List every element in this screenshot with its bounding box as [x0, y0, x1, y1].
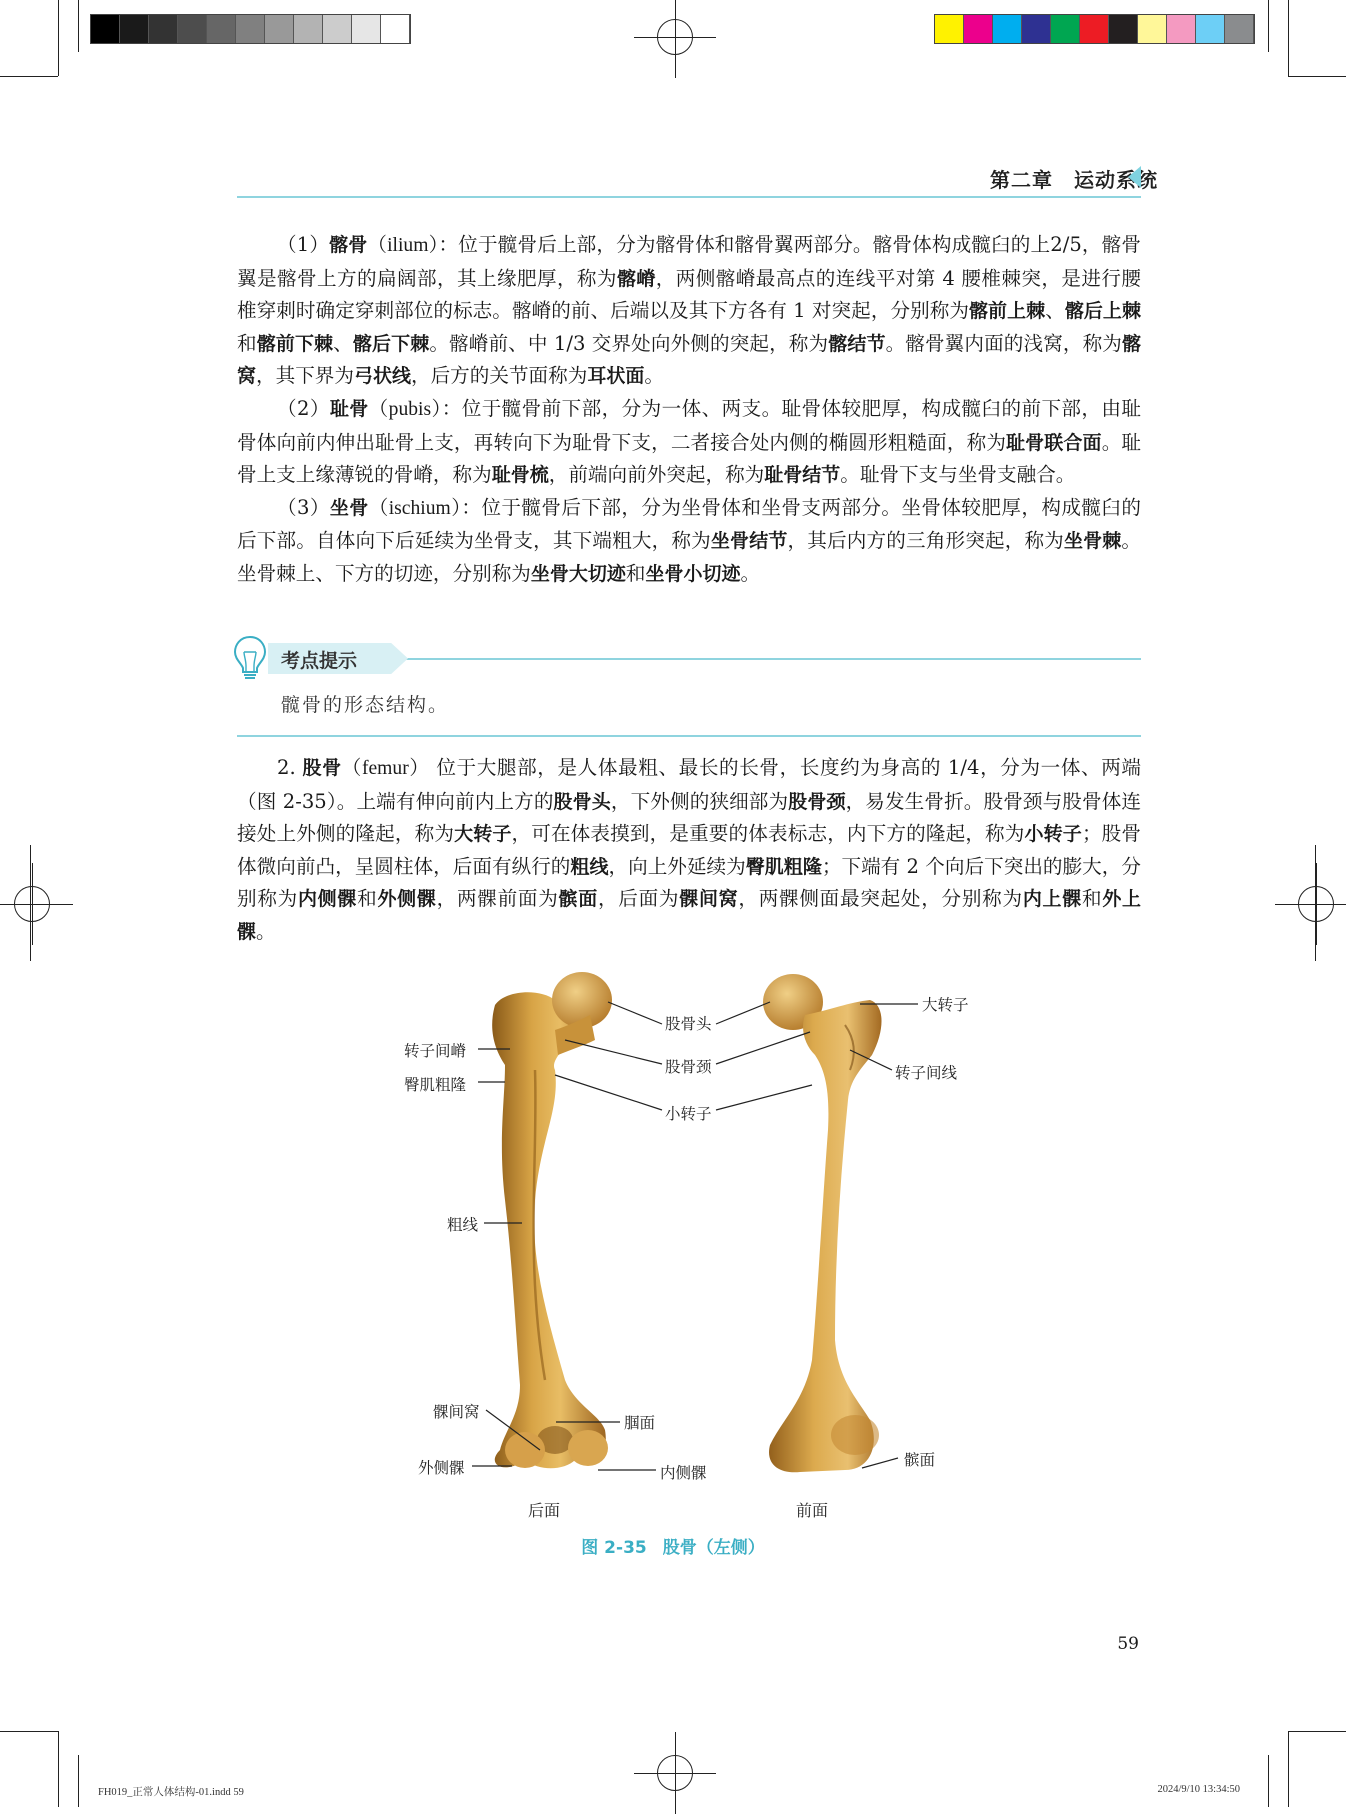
text-run: 。耻骨下支与坐骨支融合。	[840, 463, 1076, 487]
text-run: ） 位于大腿部，是人体最粗、最长的长骨，长度约为身高的 1/4，分为一体、两端（图 2-35）。上端有伸向前内上方的	[237, 756, 1141, 813]
registration-mark-bottom	[657, 1755, 693, 1791]
femur-illustration	[0, 960, 1346, 1500]
figure-caption-number: 图 2-35	[581, 1538, 647, 1558]
label-intertrochanteric-line: 转子间线	[895, 1064, 958, 1082]
bold-term: 臀肌粗隆	[745, 855, 822, 878]
text-run: 。髂嵴前、中 1/3 交界处向外侧的突起，称为	[429, 331, 829, 355]
text-run: ，两髁侧面最突起处，分别称为	[738, 887, 1023, 911]
patellar-surface-shape	[831, 1415, 879, 1455]
label-lateral-condyle: 外侧髁	[418, 1459, 465, 1477]
text-run: ；下端有 2 个向后下突出的膨大，分别称为	[237, 854, 1141, 911]
text-run: 。	[740, 561, 761, 585]
color-swatch	[1138, 15, 1167, 43]
page-number: 59	[1117, 1634, 1139, 1654]
tip-title: 考点提示	[281, 650, 358, 672]
bold-term: 坐骨结节	[710, 530, 788, 553]
label-intertrochanteric-crest: 转子间嵴	[404, 1042, 467, 1060]
bold-term: 内侧髁	[297, 888, 358, 911]
crop-mark	[78, 1755, 79, 1807]
bold-term: 外侧髁	[377, 888, 437, 911]
figure-caption-title: 股骨（左侧）	[662, 1538, 765, 1558]
registration-mark-left	[14, 886, 50, 922]
bold-term: 髂窝	[237, 332, 1142, 388]
paragraph-femur	[237, 752, 1141, 949]
bold-term: 髂骨	[329, 234, 368, 256]
text-run: （3）	[277, 495, 330, 519]
gray-swatch	[265, 15, 294, 43]
gray-swatch	[178, 15, 207, 43]
bold-term: 髂后下棘	[352, 332, 430, 355]
color-swatch	[935, 15, 964, 43]
text-run: ，可在体表摸到，是重要的体表标志，内下方的隆起，称为	[511, 822, 1025, 846]
crop-mark	[1288, 1731, 1346, 1732]
text-run: ，两髁前面为	[436, 887, 559, 911]
bold-term: 坐骨小切迹	[645, 562, 741, 585]
gray-swatch	[381, 15, 410, 43]
figure-caption	[0, 1533, 1346, 1558]
label-femoral-head: 股骨头	[665, 1015, 712, 1033]
text-run: ）：位于髋骨后下部，分为坐骨体和坐骨支两部分。坐骨体较肥厚，构成髋臼的后下部。自体向下后延续为坐骨支，其下端粗大，称为	[237, 495, 1142, 553]
view-anterior-label: 前面	[796, 1501, 829, 1520]
text-run: 。髂骨翼内面的浅窝，称为	[885, 331, 1123, 355]
running-head-arrow-icon	[1128, 166, 1141, 188]
text-run: ，两侧髂嵴最高点的连线平对第 4 腰椎棘突，是进行腰椎穿刺时确定穿刺部位的标志。髂嵴的前、后端以及其下方各有 1 对突起，分别称为	[237, 266, 1141, 323]
text-run: pubis	[388, 398, 432, 420]
femur-posterior-view	[492, 972, 612, 1468]
text-run: ）：位于髋骨后上部，分为髂骨体和髂骨翼两部分。髂骨体构成髋臼的上2/5，髂骨翼是髂骨上方的扁阔部，其上缘肥厚，称为	[237, 233, 1141, 290]
text-run: 。坐骨棘上、下方的切迹，分别称为	[237, 529, 1141, 585]
crop-mark	[58, 0, 59, 76]
bold-term: 股骨	[302, 757, 342, 779]
text-run: （	[368, 495, 389, 519]
text-run: ，后方的关节面称为	[411, 364, 588, 388]
text-run: 、	[333, 331, 353, 355]
footer-timestamp: 2024/9/10 13:34:50	[1157, 1784, 1240, 1795]
bold-term: 耻骨梳	[491, 464, 549, 487]
bold-term: 耻骨联合面	[1006, 431, 1102, 454]
bold-term: 坐骨大切迹	[530, 562, 626, 585]
femur-anterior-view	[763, 974, 882, 1472]
crop-mark	[58, 1731, 59, 1807]
text-run: ，其下界为	[256, 364, 354, 388]
bold-term: 髂后上棘	[1064, 300, 1141, 323]
text-run: 和	[237, 331, 257, 355]
text-run: （	[368, 396, 389, 420]
color-swatch	[964, 15, 993, 43]
text-run: 。	[644, 364, 664, 388]
text-run: ）：位于髋骨前下部，分为一体、两支。耻骨体较肥厚，构成髋臼的前下部，由耻骨体向前内伸出耻骨上支，再转向下为耻骨下支，二者接合处内侧的椭圆形粗糙面，称为	[237, 396, 1142, 454]
text-run: 2.	[277, 756, 303, 779]
crop-mark	[0, 1731, 58, 1732]
lightbulb-icon	[232, 634, 268, 682]
gray-swatch	[120, 15, 149, 43]
tip-content: 髋骨的形态结构。	[281, 694, 450, 716]
body-text-upper	[237, 229, 1141, 591]
tip-bottom-rule	[237, 735, 1141, 737]
bold-term: 粗线	[570, 855, 609, 878]
color-swatch	[1109, 15, 1138, 43]
registration-mark-top	[657, 19, 693, 55]
color-swatch	[993, 15, 1022, 43]
text-run: 和	[357, 887, 378, 911]
text-run: 和	[1081, 887, 1103, 911]
bold-term: 髂前上棘	[969, 300, 1046, 323]
gray-swatch	[352, 15, 381, 43]
bold-term: 耻骨	[329, 397, 369, 420]
bold-term: 股骨头	[553, 790, 611, 813]
bold-term: 大转子	[454, 823, 512, 846]
text-run: ；股骨体微向前凸，呈圆柱体，后面有纵行的	[237, 822, 1141, 878]
label-linea-aspera: 粗线	[447, 1216, 479, 1234]
label-greater-trochanter: 大转子	[922, 996, 969, 1014]
color-swatch	[1167, 15, 1196, 43]
text-run: ，易发生骨折。股骨颈与股骨体连接处上外侧的隆起，称为	[237, 789, 1142, 846]
bold-term: 耳状面	[587, 365, 645, 388]
text-run: ilium	[387, 235, 429, 256]
bold-term: 外上髁	[237, 888, 1142, 943]
crop-mark	[1315, 845, 1316, 961]
footer-filename: FH019_正常人体结构-01.indd 59	[98, 1787, 244, 1798]
bold-term: 髌面	[558, 888, 598, 911]
label-medial-condyle: 内侧髁	[660, 1464, 707, 1482]
bold-term: 髁间窝	[679, 888, 739, 911]
text-run: （2）	[277, 396, 330, 420]
gray-swatch	[236, 15, 265, 43]
text-run: ，前端向前外突起，称为	[548, 463, 765, 487]
gray-swatch	[91, 15, 120, 43]
crop-mark	[1268, 0, 1269, 52]
text-run: 、	[1045, 299, 1065, 323]
crop-mark	[1288, 1731, 1289, 1807]
label-patellar-surface: 髌面	[904, 1451, 936, 1469]
paragraph-ilium	[237, 229, 1141, 393]
color-swatch	[1022, 15, 1051, 43]
crop-mark	[1288, 76, 1346, 77]
color-calibration-strip	[934, 14, 1255, 44]
bold-term: 髂嵴	[616, 267, 656, 290]
text-run: ischium	[388, 497, 451, 519]
tip-rule	[395, 658, 1141, 660]
text-run: ，后面为	[597, 887, 680, 911]
bold-term: 耻骨结节	[764, 464, 841, 487]
text-run: （	[341, 756, 362, 779]
body-text-femur	[237, 752, 1141, 949]
label-gluteal-tuberosity: 臀肌粗隆	[404, 1076, 467, 1094]
bold-term: 小转子	[1024, 823, 1082, 846]
text-run: 和	[625, 561, 646, 585]
text-run: ，向上外延续为	[608, 854, 746, 878]
crop-mark	[78, 0, 79, 52]
color-swatch	[1196, 15, 1225, 43]
bold-term: 髂前下棘	[256, 332, 334, 355]
color-swatch	[1225, 15, 1254, 43]
crop-mark	[30, 845, 31, 961]
color-swatch	[1051, 15, 1080, 43]
bold-term: 内上髁	[1022, 888, 1082, 911]
label-popliteal-surface: 腘面	[624, 1414, 656, 1432]
bold-term: 坐骨	[329, 496, 369, 519]
text-run: （1）	[277, 233, 330, 256]
bold-term: 坐骨棘	[1063, 530, 1122, 553]
label-femoral-neck: 股骨颈	[665, 1058, 712, 1076]
running-head: 第二章 运动系统	[990, 168, 1158, 192]
header-rule	[237, 196, 1141, 198]
text-run: femur	[361, 758, 409, 779]
bold-term: 股骨颈	[788, 790, 846, 813]
label-lesser-trochanter: 小转子	[665, 1105, 712, 1123]
crop-mark	[1288, 0, 1289, 76]
view-posterior-label: 后面	[528, 1501, 561, 1520]
text-run: ，下外侧的狭细部为	[610, 789, 789, 813]
paragraph-pubis	[237, 393, 1141, 492]
text-run: ，其后内方的三角形突起，称为	[787, 529, 1064, 553]
grayscale-calibration-strip	[90, 14, 411, 44]
gray-swatch	[323, 15, 352, 43]
text-run: 。	[256, 919, 276, 943]
gray-swatch	[294, 15, 323, 43]
gray-swatch	[149, 15, 178, 43]
gray-swatch	[207, 15, 236, 43]
text-run: 。耻骨上支上缘薄锐的骨嵴，称为	[237, 430, 1142, 487]
bold-term: 弓状线	[353, 365, 411, 388]
paragraph-ischium	[237, 492, 1141, 591]
crop-mark	[1268, 1755, 1269, 1807]
bold-term: 髂结节	[828, 332, 886, 355]
crop-mark	[0, 76, 58, 77]
label-intercondylar-fossa: 髁间窝	[433, 1403, 480, 1421]
text-run: （	[367, 233, 388, 256]
color-swatch	[1080, 15, 1109, 43]
